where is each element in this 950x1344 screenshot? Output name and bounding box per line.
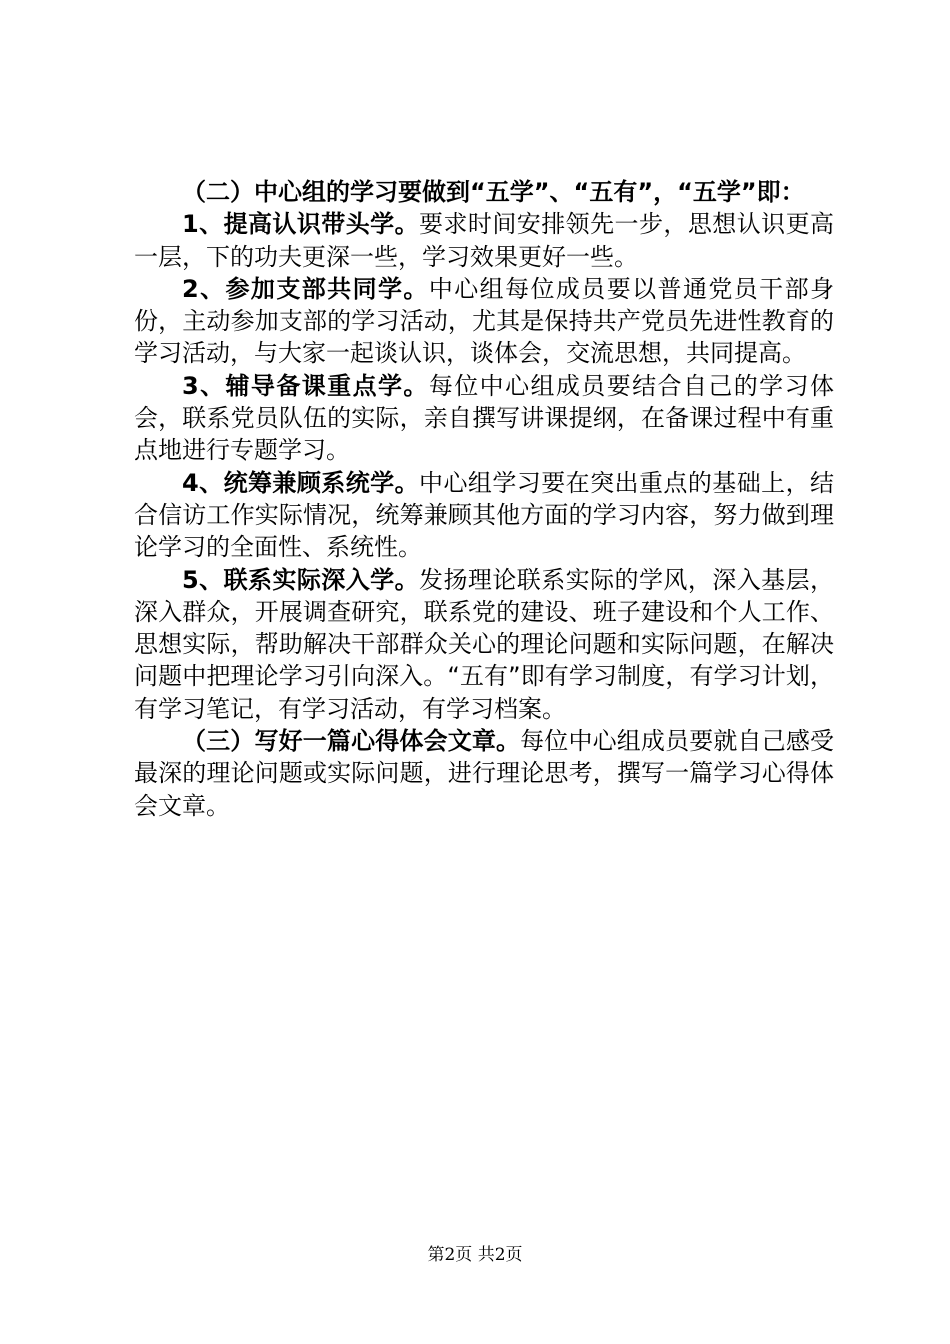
document-body: [134, 176, 834, 822]
paragraph-section-three: [134, 725, 834, 822]
paragraph-heading: 3、辅导备课重点学。: [182, 371, 429, 400]
paragraph-item-1: [134, 208, 834, 273]
paragraph-heading: （三）写好一篇心得体会文章。: [182, 727, 521, 756]
paragraph-item-4: [134, 467, 834, 564]
paragraph-heading: 2、参加支部共同学。: [182, 274, 429, 303]
paragraph-heading: 4、统筹兼顾系统学。: [182, 468, 420, 497]
paragraph-heading: 1、提高认识带头学。: [182, 210, 420, 239]
paragraph-item-5: [134, 564, 834, 725]
paragraph-heading: （二）中心组的学习要做到“五学”、“五有”，“五学”即：: [182, 178, 805, 206]
page-number-label: 第2页 共2页: [427, 1245, 523, 1265]
page-footer: [0, 1244, 950, 1266]
paragraph-body: 发扬理论联系实际的学风，深入基层，深入群众，开展调查研究，联系党的建设、班子建设和个人工作、思想实际，帮助解决干部群众关心的理论问题和实际问题，在解决问题中把理论学习引向深入。“五有”即有学习制度，有学习计划，有学习笔记，有学习活动，有学习档案。: [134, 565, 834, 723]
paragraph-section-two: [134, 176, 834, 208]
paragraph-body: 中心组学习要在突出重点的基础上，结合信访工作实际情况，统筹兼顾其他方面的学习内容，努力做到理论学习的全面性、系统性。: [134, 468, 834, 562]
paragraph-body: 中心组每位成员要以普通党员干部身份，主动参加支部的学习活动，尤其是保持共产党员先进性教育的学习活动，与大家一起谈认识，谈体会，交流思想，共同提高。: [134, 274, 835, 368]
paragraph-item-3: [134, 370, 834, 467]
paragraph-body: 每位中心组成员要就自己感受最深的理论问题或实际问题，进行理论思考，撰写一篇学习心得体会文章。: [134, 727, 835, 820]
paragraph-body: 要求时间安排领先一步，思想认识更高一层，下的功夫更深一些，学习效果更好一些。: [134, 210, 834, 271]
paragraph-body: 每位中心组成员要结合自己的学习体会，联系党员队伍的实际，亲自撰写讲课提纲，在备课过程中有重点地进行专题学习。: [134, 371, 835, 465]
paragraph-item-2: [134, 273, 834, 370]
paragraph-heading: 5、联系实际深入学。: [182, 565, 420, 594]
